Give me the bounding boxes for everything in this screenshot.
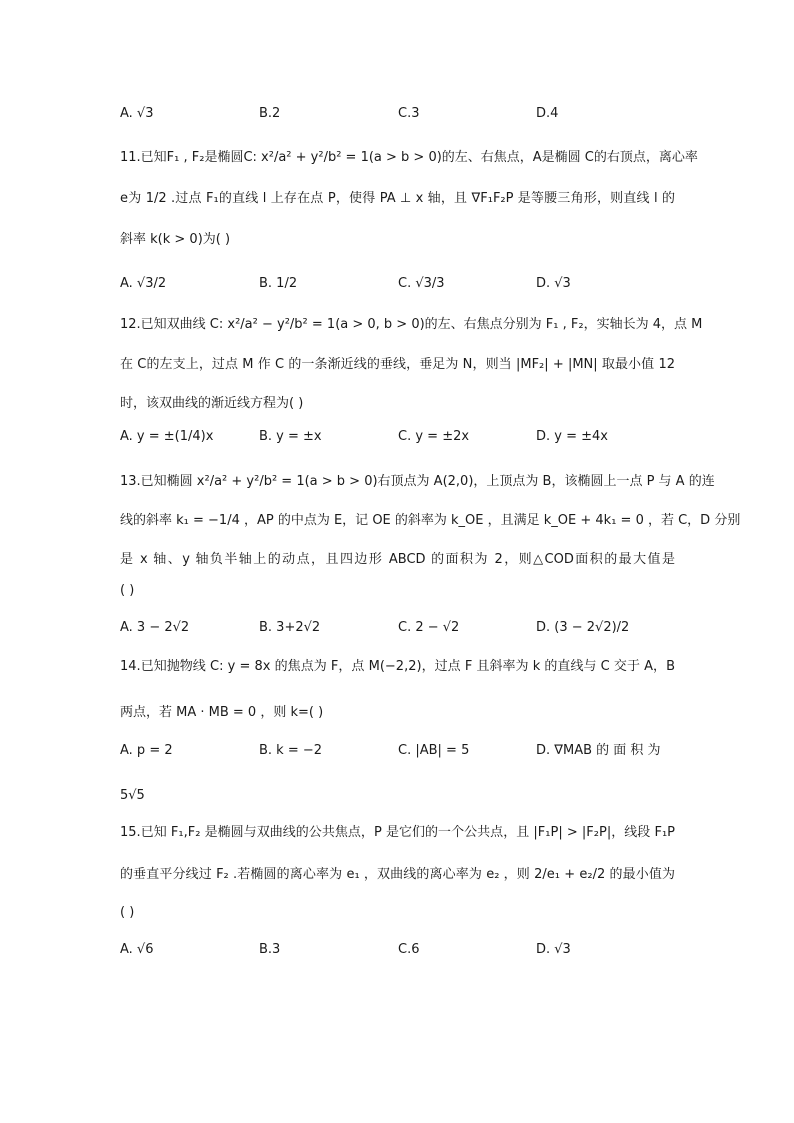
q13-option-d: D. (3 − 2√2)/2 [536, 620, 630, 635]
q13-line-3: 是 x 轴、y 轴负半轴上的动点，且四边形 ABCD 的面积为 2，则△COD面积的最大值是 [120, 552, 675, 567]
q14-option-b: B. k = −2 [259, 743, 323, 758]
q11-options [120, 274, 680, 294]
q13-line-4: ( ) [120, 583, 135, 598]
q15-options [120, 940, 680, 960]
q14-option-c: C. |AB| = 5 [398, 743, 470, 758]
q14-option-d-continued: 5√5 [120, 788, 145, 803]
q15-line-2: 的垂直平分线过 F₂ .若椭圆的离心率为 e₁ ，双曲线的离心率为 e₂ ，则 2/e₁ + e₂/2 的最小值为 [120, 867, 675, 882]
q14-options [120, 741, 680, 761]
q10-option-c: C.3 [398, 106, 420, 121]
q12-options [120, 427, 680, 447]
q13-option-a: A. 3 − 2√2 [120, 620, 190, 635]
q11-line-1: 11.已知F₁ , F₂是椭圆C: x²/a² + y²/b² = 1(a > b > 0)的左、右焦点，A是椭圆 C的右顶点，离心率 [120, 150, 698, 165]
q15-option-c: C.6 [398, 942, 420, 957]
q13-line-2: 线的斜率 k₁ = −1/4 ，AP 的中点为 E，记 OE 的斜率为 k_OE ，且满足 k_OE + 4k₁ = 0 ，若 C，D 分别 [120, 513, 741, 528]
q10-option-d: D.4 [536, 106, 559, 121]
q12-option-a: A. y = ±(1/4)x [120, 429, 214, 444]
q11-option-a: A. √3/2 [120, 276, 167, 291]
q14-option-d: D. ∇MAB 的 面 积 为 [536, 743, 661, 758]
q10-option-b: B.2 [259, 106, 281, 121]
q15-line-3: ( ) [120, 905, 135, 920]
q13-option-c: C. 2 − √2 [398, 620, 460, 635]
q14-line-2: 两点，若 MA · MB = 0 ，则 k=( ) [120, 705, 324, 720]
q12-option-b: B. y = ±x [259, 429, 322, 444]
q13-line-1: 13.已知椭圆 x²/a² + y²/b² = 1(a > b > 0)右顶点为 A(2,0)，上顶点为 B，该椭圆上一点 P 与 A 的连 [120, 474, 715, 489]
q10-option-a: A. √3 [120, 106, 154, 121]
q15-option-b: B.3 [259, 942, 281, 957]
q15-option-a: A. √6 [120, 942, 154, 957]
q11-line-3: 斜率 k(k > 0)为( ) [120, 232, 231, 247]
q11-option-d: D. √3 [536, 276, 571, 291]
q15-option-d: D. √3 [536, 942, 571, 957]
q12-option-d: D. y = ±4x [536, 429, 608, 444]
q11-line-2: e为 1/2 .过点 F₁的直线 l 上存在点 P，使得 PA ⊥ x 轴，且 ∇F₁F₂P 是等腰三角形，则直线 l 的 [120, 191, 675, 206]
q12-option-c: C. y = ±2x [398, 429, 470, 444]
q14-option-a: A. p = 2 [120, 743, 173, 758]
q10-options [120, 104, 680, 124]
q14-line-1: 14.已知抛物线 C: y = 8x 的焦点为 F，点 M(−2,2)，过点 F 且斜率为 k 的直线与 C 交于 A，B [120, 659, 675, 674]
q11-option-b: B. 1/2 [259, 276, 298, 291]
q15-line-1: 15.已知 F₁,F₂ 是椭圆与双曲线的公共焦点，P 是它们的一个公共点，且 |F₁P| > |F₂P|，线段 F₁P [120, 825, 675, 840]
q12-line-3: 时，该双曲线的渐近线方程为( ) [120, 396, 304, 411]
q12-line-2: 在 C的左支上，过点 M 作 C 的一条渐近线的垂线，垂足为 N，则当 |MF₂| + |MN| 取最小值 12 [120, 357, 675, 372]
q12-line-1: 12.已知双曲线 C: x²/a² − y²/b² = 1(a > 0, b > 0)的左、右焦点分别为 F₁ , F₂，实轴长为 4，点 M [120, 317, 703, 332]
q13-option-b: B. 3+2√2 [259, 620, 321, 635]
q11-option-c: C. √3/3 [398, 276, 445, 291]
q13-options [120, 618, 680, 638]
